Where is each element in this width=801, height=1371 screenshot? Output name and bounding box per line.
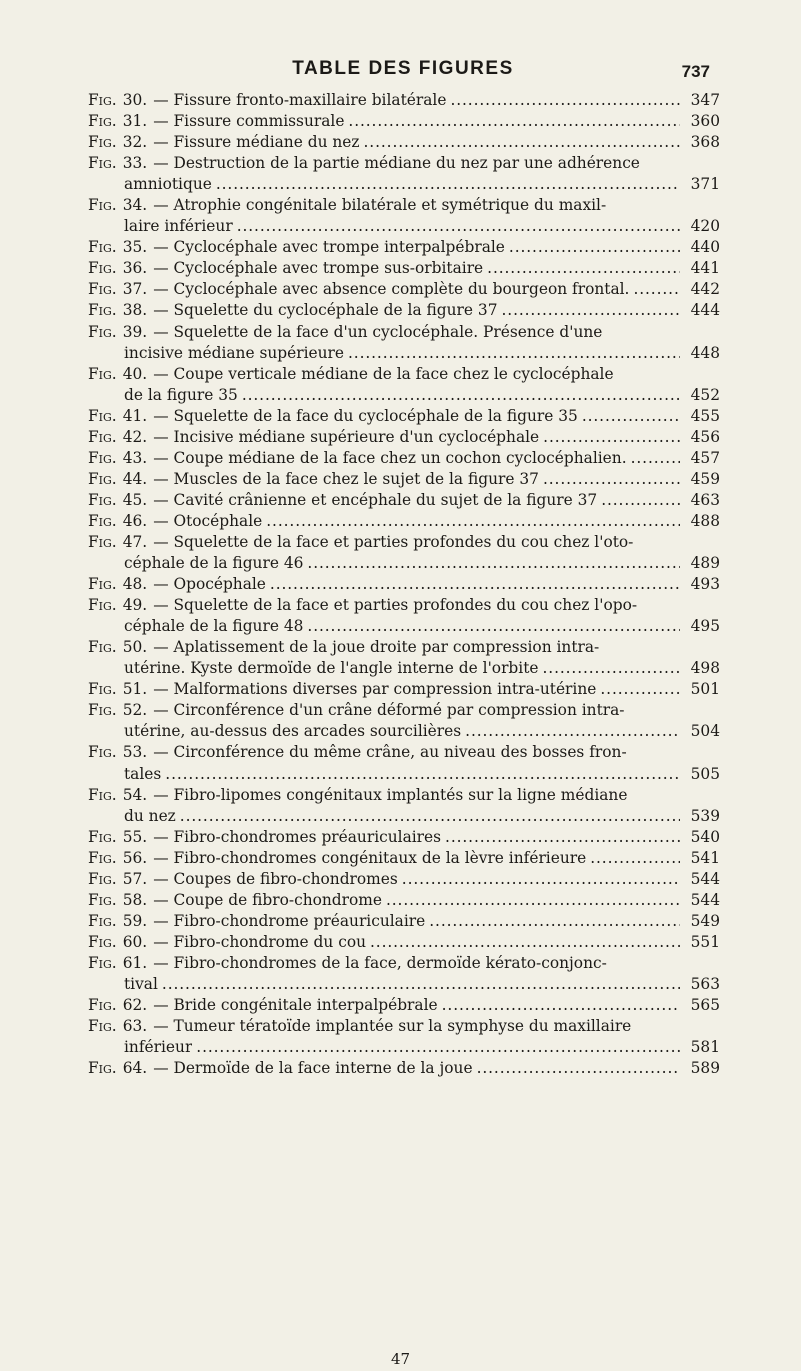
- page-reference: 563: [690, 974, 720, 993]
- figure-label: Fig.: [88, 743, 117, 762]
- dot-leader: [502, 300, 681, 321]
- figure-label: Fig.: [88, 427, 117, 446]
- figure-caption: — Squelette de la face d'un cyclocéphale. Présence d'une: [153, 322, 603, 341]
- entry-line: [88, 658, 720, 679]
- dot-leader: [445, 827, 680, 848]
- dot-leader: [180, 806, 680, 827]
- figure-entry: [88, 785, 720, 827]
- figure-number: 53.: [122, 743, 148, 762]
- figure-caption: incisive médiane supérieure: [124, 343, 344, 362]
- entry-line: [88, 616, 720, 637]
- figure-caption: laire inférieur: [124, 217, 233, 236]
- dot-leader: [429, 911, 680, 932]
- page-reference: 501: [690, 680, 720, 699]
- figure-entry: [88, 869, 720, 890]
- page-reference: 347: [690, 91, 720, 109]
- page-reference: 544: [690, 890, 720, 909]
- figure-label: Fig.: [88, 638, 117, 657]
- figure-label: Fig.: [88, 1017, 117, 1036]
- figure-number: 56.: [122, 848, 148, 867]
- figure-label: Fig.: [88, 259, 117, 278]
- dot-leader: [465, 721, 680, 742]
- entry-line: [88, 995, 720, 1016]
- figure-number: 44.: [122, 469, 148, 488]
- dot-leader: [162, 974, 680, 995]
- figure-entry: [88, 911, 720, 932]
- figure-number: 57.: [122, 869, 148, 888]
- page-reference: 456: [690, 427, 720, 446]
- entry-line: [88, 490, 720, 511]
- figure-entry: [88, 427, 720, 448]
- figure-label: Fig.: [88, 827, 117, 846]
- figure-entry: [88, 511, 720, 532]
- page-reference: 360: [690, 112, 720, 131]
- dot-leader: [601, 490, 680, 511]
- figure-label: Fig.: [88, 701, 117, 720]
- figure-entry: [88, 995, 720, 1016]
- figure-caption: — Coupes de fibro-chondromes: [153, 869, 398, 888]
- figure-label: Fig.: [88, 406, 117, 425]
- entry-line: [88, 848, 720, 869]
- dot-leader: [631, 448, 680, 469]
- figure-entry: [88, 406, 720, 427]
- entry-line: [88, 406, 720, 427]
- figure-entry: [88, 953, 720, 995]
- figure-label: Fig.: [88, 575, 117, 594]
- entry-line: [88, 1058, 720, 1079]
- figure-caption: — Dermoïde de la face interne de la joue: [153, 1059, 473, 1078]
- entry-line: [88, 364, 720, 385]
- figure-number: 49.: [122, 596, 148, 615]
- figure-number: 42.: [122, 427, 148, 446]
- page-reference: 371: [690, 175, 720, 194]
- page-reference: 565: [690, 996, 720, 1015]
- figure-caption: — Atrophie congénitale bilatérale et symétrique du maxil-: [153, 196, 607, 215]
- dot-leader: [477, 1058, 680, 1079]
- page-reference: 441: [690, 259, 720, 278]
- entry-line: [88, 111, 720, 132]
- entry-line: [88, 869, 720, 890]
- dot-leader: [307, 553, 680, 574]
- entry-line: [88, 427, 720, 448]
- entry-line: [88, 806, 720, 827]
- figure-entry: [88, 1058, 720, 1079]
- figure-entry: [88, 469, 720, 490]
- entry-line: [88, 511, 720, 532]
- figure-caption: — Tumeur tératoïde implantée sur la symphyse du maxillaire: [153, 1017, 632, 1036]
- figure-entry: [88, 279, 720, 300]
- figure-number: 35.: [122, 238, 148, 257]
- figure-entry: [88, 932, 720, 953]
- figure-number: 45.: [122, 490, 148, 509]
- figure-label: Fig.: [88, 848, 117, 867]
- figure-label: Fig.: [88, 112, 117, 131]
- figure-number: 63.: [122, 1017, 148, 1036]
- figure-list: [88, 90, 720, 1079]
- figure-number: 37.: [122, 280, 148, 299]
- figure-caption: — Circonférence d'un crâne déformé par compression intra-: [153, 701, 625, 720]
- entry-line: [88, 343, 720, 364]
- figure-caption: — Destruction de la partie médiane du nez par une adhérence: [153, 154, 640, 173]
- figure-number: 58.: [122, 890, 148, 909]
- figure-label: Fig.: [88, 301, 117, 320]
- dot-leader: [402, 869, 680, 890]
- dot-leader: [543, 469, 680, 490]
- dot-leader: [216, 174, 680, 195]
- figure-number: 51.: [122, 680, 148, 699]
- figure-label: Fig.: [88, 91, 117, 109]
- figure-entry: [88, 1016, 720, 1058]
- figure-label: Fig.: [88, 785, 117, 804]
- figure-label: Fig.: [88, 448, 117, 467]
- figure-entry: [88, 742, 720, 784]
- dot-leader: [237, 216, 680, 237]
- figure-caption: — Fibro-chondrome préauriculaire: [153, 911, 426, 930]
- figure-caption: — Aplatissement de la joue droite par compression intra-: [153, 638, 600, 657]
- figure-caption: — Coupe médiane de la face chez un cochon cyclocéphalien.: [153, 448, 627, 467]
- page-reference: 498: [690, 659, 720, 678]
- dot-leader: [450, 90, 680, 111]
- page-reference: 368: [690, 133, 720, 152]
- entry-line: [88, 195, 720, 216]
- figure-caption: — Cavité crânienne et encéphale du sujet de la figure 37: [153, 490, 598, 509]
- figure-caption: utérine, au-dessus des arcades sourcilières: [124, 722, 462, 741]
- entry-line: [88, 890, 720, 911]
- figure-caption: tival: [124, 974, 158, 993]
- figure-number: 36.: [122, 259, 148, 278]
- dot-leader: [543, 658, 681, 679]
- entry-line: [88, 721, 720, 742]
- figure-caption: utérine. Kyste dermoïde de l'angle interne de l'orbite: [124, 659, 539, 678]
- dot-leader: [242, 385, 680, 406]
- entry-line: [88, 595, 720, 616]
- page-reference: 463: [690, 490, 720, 509]
- figure-entry: [88, 132, 720, 153]
- dot-leader: [348, 111, 680, 132]
- figure-entry: [88, 700, 720, 742]
- figure-caption: tales: [124, 764, 162, 783]
- figure-caption: amniotique: [124, 175, 212, 194]
- figure-caption: — Circonférence du même crâne, au niveau des bosses fron-: [153, 743, 627, 762]
- figure-caption: du nez: [124, 806, 176, 825]
- figure-entry: [88, 595, 720, 637]
- figure-entry: [88, 195, 720, 237]
- figure-caption: inférieur: [124, 1038, 193, 1057]
- entry-line: [88, 764, 720, 785]
- figure-caption: céphale de la figure 46: [124, 554, 304, 573]
- figure-number: 54.: [122, 785, 148, 804]
- figure-entry: [88, 679, 720, 700]
- figure-caption: — Coupe de fibro-chondrome: [153, 890, 382, 909]
- figure-caption: — Incisive médiane supérieure d'un cyclocéphale: [153, 427, 540, 446]
- dot-leader: [442, 995, 680, 1016]
- page-title: TABLE DES FIGURES: [292, 58, 514, 79]
- figure-label: Fig.: [88, 238, 117, 257]
- page-reference: 444: [690, 301, 720, 320]
- entry-line: [88, 785, 720, 806]
- entry-line: [88, 469, 720, 490]
- page-reference: 505: [690, 764, 720, 783]
- figure-entry: [88, 300, 720, 321]
- figure-entry: [88, 848, 720, 869]
- dot-leader: [600, 679, 680, 700]
- entry-line: [88, 216, 720, 237]
- figure-caption: — Fibro-chondrome du cou: [153, 932, 366, 951]
- entry-line: [88, 448, 720, 469]
- figure-label: Fig.: [88, 932, 117, 951]
- figure-label: Fig.: [88, 490, 117, 509]
- entry-line: [88, 679, 720, 700]
- figure-label: Fig.: [88, 154, 117, 173]
- figure-entry: [88, 637, 720, 679]
- figure-label: Fig.: [88, 511, 117, 530]
- figure-entry: [88, 153, 720, 195]
- page-number: 737: [681, 62, 710, 81]
- entry-line: [88, 90, 720, 111]
- entry-line: [88, 574, 720, 595]
- figure-label: Fig.: [88, 1059, 117, 1078]
- entry-line: [88, 300, 720, 321]
- page-reference: 551: [690, 932, 720, 951]
- dot-leader: [348, 343, 680, 364]
- page-reference: 459: [690, 469, 720, 488]
- running-header: [88, 58, 718, 88]
- figure-number: 52.: [122, 701, 148, 720]
- figure-label: Fig.: [88, 469, 117, 488]
- figure-caption: — Fibro-lipomes congénitaux implantés sur la ligne médiane: [153, 785, 628, 804]
- dot-leader: [364, 132, 680, 153]
- page-reference: 440: [690, 238, 720, 257]
- figure-entry: [88, 890, 720, 911]
- figure-caption: céphale de la figure 48: [124, 617, 304, 636]
- figure-number: 33.: [122, 154, 148, 173]
- page-reference: 455: [690, 406, 720, 425]
- figure-entry: [88, 111, 720, 132]
- figure-label: Fig.: [88, 133, 117, 152]
- figure-label: Fig.: [88, 953, 117, 972]
- figure-caption: — Bride congénitale interpalpébrale: [153, 996, 438, 1015]
- figure-number: 48.: [122, 575, 148, 594]
- figure-number: 55.: [122, 827, 148, 846]
- page-reference: 540: [690, 827, 720, 846]
- figure-number: 50.: [122, 638, 148, 657]
- dot-leader: [582, 406, 680, 427]
- figure-caption: — Fissure fronto-maxillaire bilatérale: [153, 91, 447, 109]
- figure-number: 39.: [122, 322, 148, 341]
- signature-mark: 47: [390, 1350, 411, 1368]
- page-reference: 493: [690, 575, 720, 594]
- dot-leader: [307, 616, 680, 637]
- page-reference: 504: [690, 722, 720, 741]
- figure-number: 60.: [122, 932, 148, 951]
- dot-leader: [270, 574, 680, 595]
- dot-leader: [266, 511, 680, 532]
- figure-caption: — Fibro-chondromes de la face, dermoïde kérato-conjonc-: [153, 953, 607, 972]
- figure-label: Fig.: [88, 322, 117, 341]
- figure-number: 43.: [122, 448, 148, 467]
- figure-number: 30.: [122, 91, 148, 109]
- entry-line: [88, 700, 720, 721]
- figure-entry: [88, 364, 720, 406]
- figure-label: Fig.: [88, 280, 117, 299]
- figure-caption: — Cyclocéphale avec trompe sus-orbitaire: [153, 259, 484, 278]
- figure-number: 47.: [122, 532, 148, 551]
- figure-caption: — Squelette de la face du cyclocéphale de la figure 35: [153, 406, 578, 425]
- entry-line: [88, 174, 720, 195]
- figure-label: Fig.: [88, 890, 117, 909]
- figure-entry: [88, 90, 720, 111]
- figure-caption: — Fibro-chondromes congénitaux de la lèvre inférieure: [153, 848, 587, 867]
- figure-entry: [88, 258, 720, 279]
- figure-label: Fig.: [88, 596, 117, 615]
- figure-number: 32.: [122, 133, 148, 152]
- dot-leader: [590, 848, 680, 869]
- entry-line: [88, 322, 720, 343]
- entry-line: [88, 279, 720, 300]
- figure-number: 61.: [122, 953, 148, 972]
- figure-caption: — Fissure commissurale: [153, 112, 345, 131]
- figure-number: 41.: [122, 406, 148, 425]
- page-reference: 452: [690, 385, 720, 404]
- page-reference: 544: [690, 869, 720, 888]
- dot-leader: [633, 279, 680, 300]
- entry-line: [88, 637, 720, 658]
- figure-number: 34.: [122, 196, 148, 215]
- figure-entry: [88, 322, 720, 364]
- figure-caption: — Cyclocéphale avec trompe interpalpébrale: [153, 238, 505, 257]
- figure-label: Fig.: [88, 364, 117, 383]
- figure-label: Fig.: [88, 532, 117, 551]
- figure-entry: [88, 827, 720, 848]
- page-reference: 539: [690, 806, 720, 825]
- figure-number: 59.: [122, 911, 148, 930]
- page-reference: 442: [690, 280, 720, 299]
- entry-line: [88, 553, 720, 574]
- dot-leader: [196, 1037, 680, 1058]
- figure-number: 40.: [122, 364, 148, 383]
- entry-line: [88, 532, 720, 553]
- entry-line: [88, 385, 720, 406]
- page-reference: 420: [690, 217, 720, 236]
- figure-entry: [88, 574, 720, 595]
- entry-line: [88, 132, 720, 153]
- entry-line: [88, 237, 720, 258]
- figure-number: 62.: [122, 996, 148, 1015]
- dot-leader: [386, 890, 680, 911]
- dot-leader: [509, 237, 680, 258]
- figure-caption: — Otocéphale: [153, 511, 263, 530]
- dot-leader: [370, 932, 680, 953]
- dot-leader: [487, 258, 680, 279]
- figure-entry: [88, 448, 720, 469]
- entry-line: [88, 1037, 720, 1058]
- figure-caption: — Cyclocéphale avec absence complète du bourgeon frontal.: [153, 280, 630, 299]
- page-reference: 448: [690, 343, 720, 362]
- figure-caption: — Squelette de la face et parties profondes du cou chez l'oto-: [153, 532, 634, 551]
- figure-caption: — Muscles de la face chez le sujet de la figure 37: [153, 469, 539, 488]
- figure-entry: [88, 237, 720, 258]
- figure-label: Fig.: [88, 196, 117, 215]
- entry-line: [88, 932, 720, 953]
- page-reference: 541: [690, 848, 720, 867]
- figure-caption: de la figure 35: [124, 385, 238, 404]
- dot-leader: [543, 427, 680, 448]
- entry-line: [88, 258, 720, 279]
- page-reference: 495: [690, 617, 720, 636]
- figure-label: Fig.: [88, 911, 117, 930]
- entry-line: [88, 1016, 720, 1037]
- figure-caption: — Fissure médiane du nez: [153, 133, 360, 152]
- dot-leader: [165, 764, 680, 785]
- figure-number: 46.: [122, 511, 148, 530]
- figure-caption: — Opocéphale: [153, 575, 266, 594]
- entry-line: [88, 153, 720, 174]
- entry-line: [88, 953, 720, 974]
- figure-label: Fig.: [88, 680, 117, 699]
- figure-caption: — Malformations diverses par compression intra-utérine: [153, 680, 597, 699]
- figure-caption: — Squelette du cyclocéphale de la figure 37: [153, 301, 498, 320]
- entry-line: [88, 742, 720, 763]
- figure-label: Fig.: [88, 869, 117, 888]
- figure-number: 64.: [122, 1059, 148, 1078]
- figure-number: 31.: [122, 112, 148, 131]
- figure-entry: [88, 532, 720, 574]
- figure-caption: — Squelette de la face et parties profondes du cou chez l'opo-: [153, 596, 638, 615]
- entry-line: [88, 974, 720, 995]
- figure-number: 38.: [122, 301, 148, 320]
- page-reference: 488: [690, 511, 720, 530]
- figure-label: Fig.: [88, 996, 117, 1015]
- entry-line: [88, 911, 720, 932]
- page-reference: 581: [690, 1038, 720, 1057]
- figure-caption: — Fibro-chondromes préauriculaires: [153, 827, 442, 846]
- page-reference: 457: [690, 448, 720, 467]
- entry-line: [88, 827, 720, 848]
- figure-entry: [88, 490, 720, 511]
- page-reference: 589: [690, 1059, 720, 1078]
- figure-caption: — Coupe verticale médiane de la face chez le cyclocéphale: [153, 364, 614, 383]
- page-reference: 549: [690, 911, 720, 930]
- page-reference: 489: [690, 554, 720, 573]
